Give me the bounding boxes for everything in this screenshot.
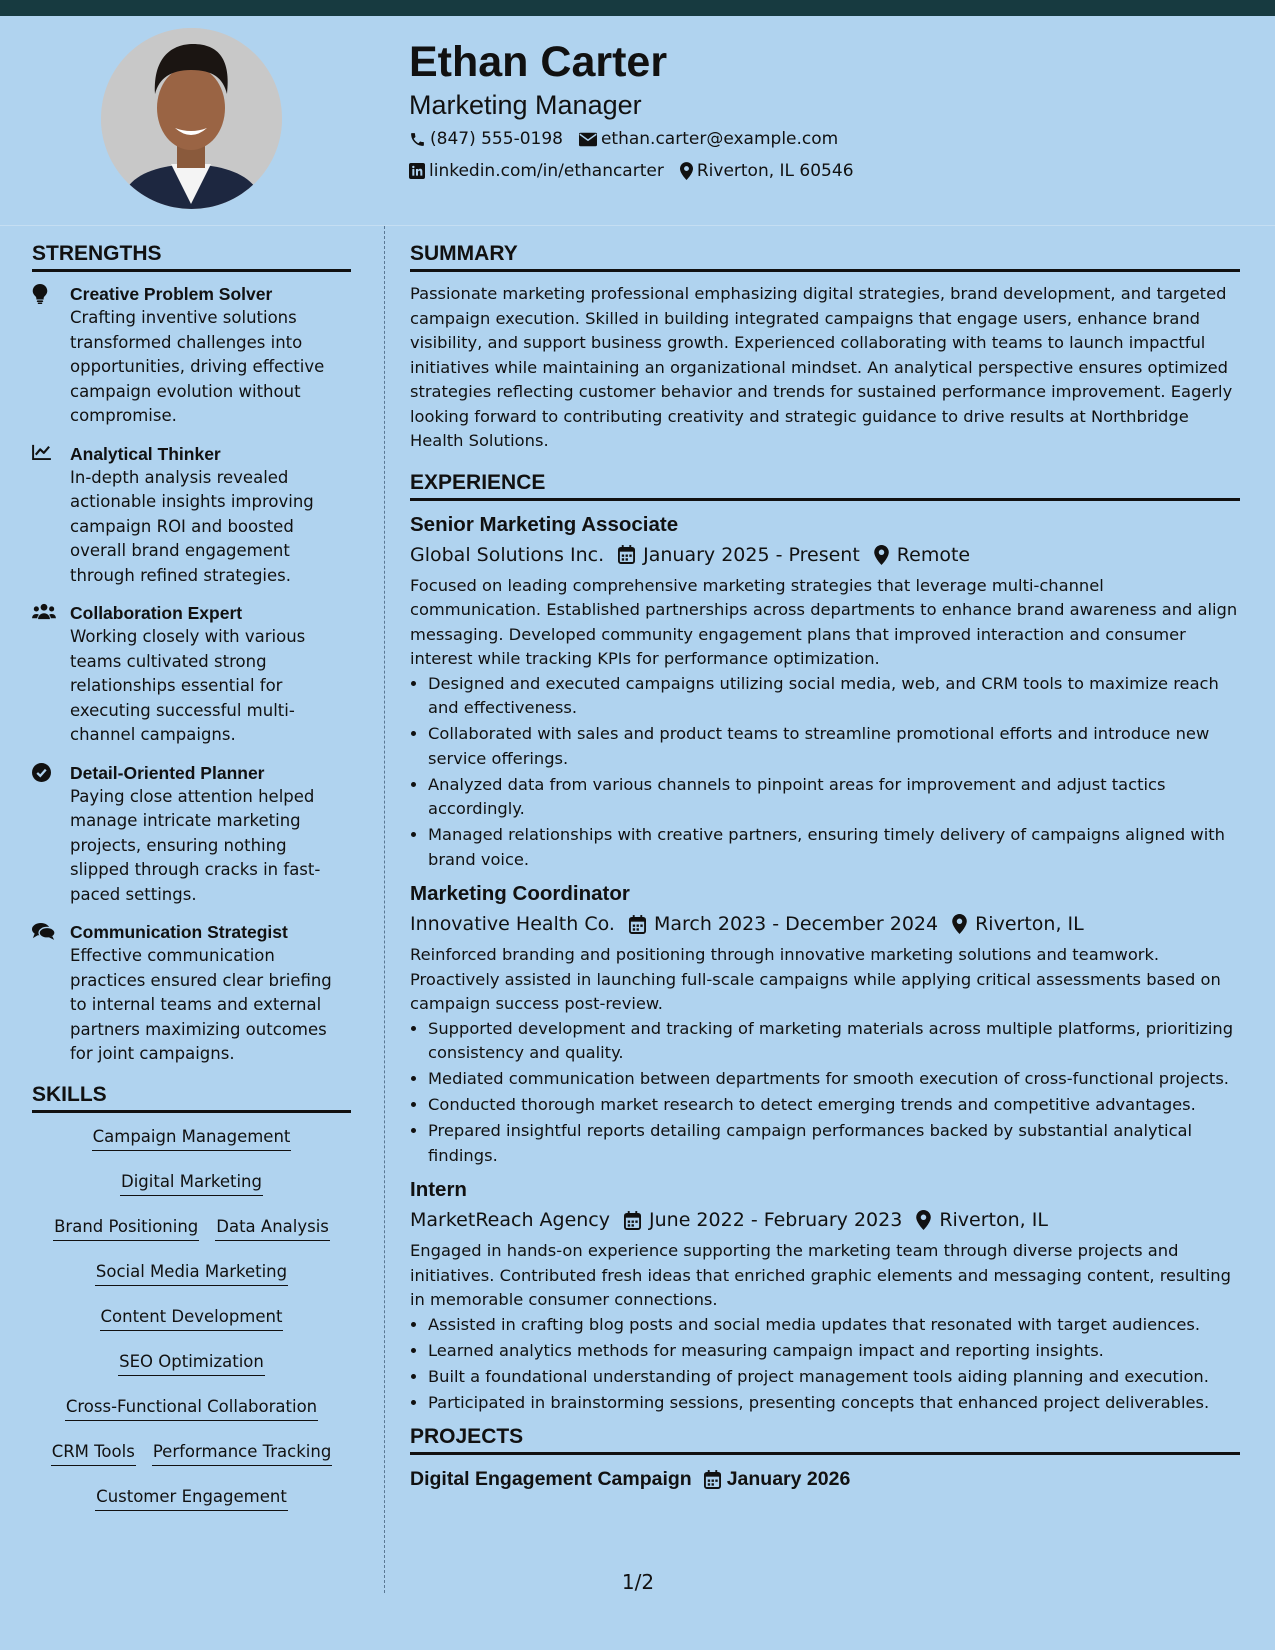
job-bullet: • Supported development and tracking of marketing materials across multiple platforms, prioritizing consistency and quality. [428, 1017, 1240, 1066]
map-pin-icon [952, 914, 967, 934]
strength-desc: In-depth analysis revealed actionable insights improving campaign ROI and boosted overall brand engagement through refined strategies. [70, 467, 314, 585]
job-description: Reinforced branding and positioning through innovative marketing solutions and teamwork. Proactively assisted in launching full-scale campaigns while applying critical assessments based on campaign success post-review. [410, 945, 1221, 1013]
skill-tag: Digital Marketing [120, 1171, 263, 1196]
right-column [410, 240, 1240, 1493]
skill-tag: Performance Tracking [152, 1441, 333, 1466]
linkedin-icon [409, 163, 425, 179]
location-text: Riverton, IL 60546 [696, 161, 854, 181]
strength-item [32, 282, 351, 429]
skill-tag: Social Media Marketing [95, 1261, 288, 1286]
strength-item [32, 601, 351, 748]
strength-item [32, 920, 351, 1067]
linkedin-text: linkedin.com/in/ethancarter [429, 161, 664, 181]
contact-linkedin[interactable] [409, 160, 664, 182]
strength-title: Analytical Thinker [70, 443, 221, 464]
email-text: ethan.carter@example.com [600, 129, 839, 149]
contact-location [680, 160, 854, 182]
skill-tag: Data Analysis [215, 1216, 330, 1241]
skill-tag: Cross-Functional Collaboration [65, 1396, 318, 1421]
job-company: MarketReach Agency [410, 1209, 611, 1231]
job-entry [410, 1176, 1240, 1415]
projects-heading: PROJECTS [410, 1423, 1240, 1455]
skill-tag: Campaign Management [92, 1126, 292, 1151]
strength-item [32, 761, 351, 908]
job-dates: June 2022 - February 2023 [649, 1209, 903, 1231]
top-color-bar [0, 0, 1275, 16]
calendar-icon [629, 915, 646, 934]
job-bullets [410, 672, 1240, 873]
profile-photo [101, 28, 282, 209]
job-description: Focused on leading comprehensive marketing strategies that leverage multi-channel communication. Established partnerships across departments to enhance brand awareness and align messaging. Developed community engagement plans that improved interaction and consumer interest while tracking KPIs for performance optimization. [410, 575, 1238, 668]
skills-list [32, 1123, 351, 1531]
job-bullets [410, 1313, 1240, 1416]
project-name: Digital Engagement Campaign [410, 1468, 692, 1490]
strength-title: Communication Strategist [70, 922, 288, 942]
calendar-icon [704, 1470, 721, 1489]
envelope-icon [579, 132, 597, 147]
strength-item [32, 442, 351, 589]
left-column [32, 240, 351, 1531]
job-bullet: • Conducted thorough market research to detect emerging trends and competitive advantages. [428, 1093, 1240, 1118]
calendar-icon [624, 1211, 641, 1230]
column-divider [384, 226, 385, 1593]
job-bullet: • Analyzed data from various channels to pinpoint areas for improvement and adjust tactics accordingly. [428, 773, 1240, 822]
phone-text: (847) 555-0198 [430, 129, 563, 149]
contact-row-2 [409, 160, 870, 182]
map-pin-icon [916, 1210, 931, 1230]
job-meta [410, 541, 1240, 569]
job-description: Engaged in hands-on experience supporting the marketing team through diverse projects and initiatives. Contributed fresh ideas that enriched graphic elements and messaging content, resulting in memorable consumer connections. [410, 1241, 1231, 1309]
summary-text: Passionate marketing professional emphasizing digital strategies, brand development, and targeted campaign execution. Skilled in building integrated campaigns that engage users, enhance brand visibility, and support business growth. Experienced collaborating with teams to launch impactful initiatives while maintaining an organizational mindset. An analytical perspective ensures optimized strategies reflecting customer behavior and trends for sustained performance improvement. Eagerly looking forward to contributing creativity and strategic guidance to drive results at Northbridge Health Solutions. [410, 284, 1233, 450]
job-title: Intern [410, 1178, 467, 1201]
job-location: Riverton, IL [939, 1209, 1048, 1231]
project-date: January 2026 [726, 1468, 851, 1490]
job-bullet: • Assisted in crafting blog posts and social media updates that resonated with target audiences. [428, 1313, 1240, 1338]
skill-tag: SEO Optimization [118, 1351, 265, 1376]
strength-title: Detail-Oriented Planner [70, 762, 265, 783]
summary-heading: SUMMARY [410, 240, 1240, 272]
skill-tag: CRM Tools [51, 1441, 136, 1466]
skill-tag: Content Development [100, 1306, 284, 1331]
skills-heading: SKILLS [32, 1081, 351, 1113]
job-bullet: • Collaborated with sales and product teams to streamline promotional efforts and introduce new service offerings. [428, 722, 1240, 771]
job-bullet: • Managed relationships with creative partners, ensuring timely delivery of campaigns aligned with brand voice. [428, 823, 1240, 872]
job-bullet: • Learned analytics methods for measuring campaign impact and reporting insights. [428, 1339, 1240, 1364]
page-number: 1/2 [621, 1570, 655, 1594]
contact-email[interactable] [579, 128, 838, 150]
job-company: Innovative Health Co. [410, 913, 615, 935]
contact-row-1 [409, 128, 854, 150]
job-dates: January 2025 - Present [643, 543, 860, 566]
project-item [410, 1465, 1240, 1493]
job-bullet: • Designed and executed campaigns utilizing social media, web, and CRM tools to maximize reach and effectiveness. [428, 672, 1240, 721]
skill-tag: Customer Engagement [95, 1486, 288, 1511]
comments-icon [32, 922, 55, 940]
job-entry [410, 511, 1240, 873]
job-bullet: • Mediated communication between departments for smooth execution of cross-functional projects. [428, 1067, 1240, 1092]
strength-title: Collaboration Expert [70, 603, 243, 623]
job-bullet: • Built a foundational understanding of project management tools aiding planning and execution. [428, 1365, 1240, 1390]
candidate-title: Marketing Manager [409, 90, 642, 120]
job-meta [410, 910, 1240, 938]
strengths-heading: STRENGTHS [32, 240, 351, 272]
calendar-icon [618, 545, 635, 564]
strength-desc: Crafting inventive solutions transformed challenges into opportunities, driving effective campaign evolution without compromise. [70, 308, 325, 425]
job-meta [410, 1206, 1240, 1234]
job-bullets [410, 1017, 1240, 1169]
job-entry [410, 880, 1240, 1168]
map-pin-icon [680, 162, 693, 180]
job-title: Marketing Coordinator [410, 882, 630, 905]
strength-desc: Effective communication practices ensured clear briefing to internal teams and external partners maximizing outcomes for joint campaigns. [70, 946, 332, 1063]
check-circle-icon [32, 763, 51, 782]
job-location: Riverton, IL [975, 913, 1084, 935]
map-pin-icon [874, 545, 889, 565]
skill-tag: Brand Positioning [53, 1216, 199, 1241]
strength-desc: Paying close attention helped manage intricate marketing projects, ensuring nothing slipped through cracks in fast-paced settings. [70, 786, 321, 904]
job-location: Remote [896, 543, 971, 566]
strength-desc: Working closely with various teams cultivated strong relationships essential for executing successful multi-channel campaigns. [70, 627, 306, 744]
experience-heading: EXPERIENCE [410, 469, 1240, 501]
job-title: Senior Marketing Associate [410, 512, 679, 536]
lightbulb-icon [32, 284, 48, 304]
contact-phone[interactable] [409, 128, 563, 150]
chart-line-icon [32, 444, 52, 460]
job-bullet: • Prepared insightful reports detailing campaign performances backed by substantial analytical findings. [428, 1119, 1240, 1168]
users-icon [32, 603, 56, 620]
job-bullet: • Participated in brainstorming sessions, presenting concepts that enhanced project deliverables. [428, 1391, 1240, 1416]
phone-icon [409, 131, 426, 148]
header-divider [0, 225, 1275, 226]
strength-title: Creative Problem Solver [70, 284, 273, 304]
candidate-name: Ethan Carter [409, 38, 668, 86]
job-company: Global Solutions Inc. [410, 543, 605, 566]
job-dates: March 2023 - December 2024 [653, 913, 939, 935]
